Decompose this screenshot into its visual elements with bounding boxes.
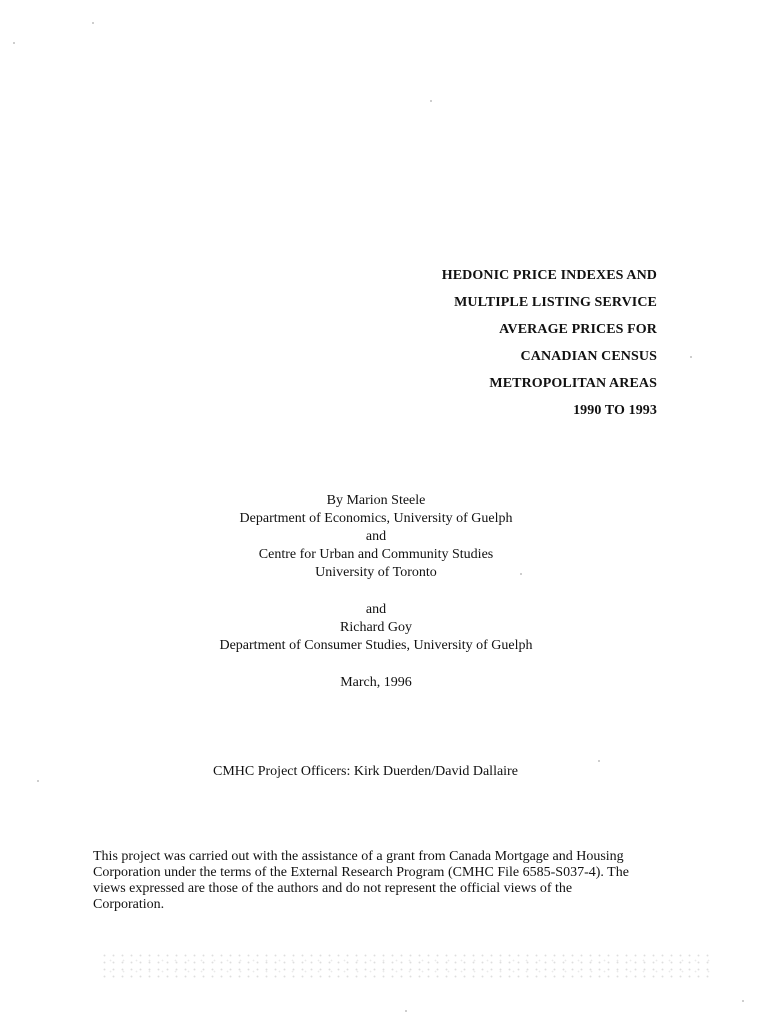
- publication-date: March, 1996: [340, 675, 412, 690]
- scan-speck: [13, 42, 15, 44]
- project-officers: CMHC Project Officers: Kirk Duerden/David Dallaire: [213, 764, 518, 779]
- affiliation-economics: Department of Economics, University of Guelph: [239, 511, 513, 526]
- title-line-1: HEDONIC PRICE INDEXES AND: [441, 268, 657, 283]
- by-line: By Marion Steele: [326, 493, 426, 508]
- title-line-4: CANADIAN CENSUS: [520, 349, 657, 364]
- author-credits-primary: [0, 492, 752, 582]
- scan-speck: [742, 1000, 744, 1002]
- conjunction-and: and: [365, 602, 387, 617]
- scan-speck: [520, 573, 522, 575]
- scan-speck: [598, 760, 600, 762]
- title-line-6: 1990 TO 1993: [573, 403, 657, 418]
- title-line-5: METROPOLITAN AREAS: [489, 376, 657, 391]
- affiliation-consumer-studies: Department of Consumer Studies, University of Guelph: [219, 638, 533, 653]
- conjunction-and: and: [365, 529, 387, 544]
- title-line-2: MULTIPLE LISTING SERVICE: [454, 295, 657, 310]
- affiliation-toronto: University of Toronto: [315, 565, 437, 580]
- affiliation-urban-studies: Centre for Urban and Community Studies: [258, 547, 494, 562]
- scan-speck: [37, 780, 39, 782]
- disclaimer-paragraph: This project was carried out with the assistance of a grant from Canada Mortgage and Housing Corporation under the terms of the External Research Program (CMHC File 6585-S037-4). The views expressed are those of the authors and do not represent the official views of the Corporation.: [93, 849, 629, 912]
- scan-speck: [430, 100, 432, 102]
- scan-speck: [690, 356, 692, 358]
- scan-noise: [100, 952, 710, 978]
- scan-speck: [405, 1010, 407, 1012]
- second-author: Richard Goy: [340, 620, 412, 635]
- title-line-3: AVERAGE PRICES FOR: [499, 322, 657, 337]
- author-credits-secondary: [0, 601, 752, 655]
- scan-speck: [92, 22, 94, 24]
- report-title: [442, 262, 657, 424]
